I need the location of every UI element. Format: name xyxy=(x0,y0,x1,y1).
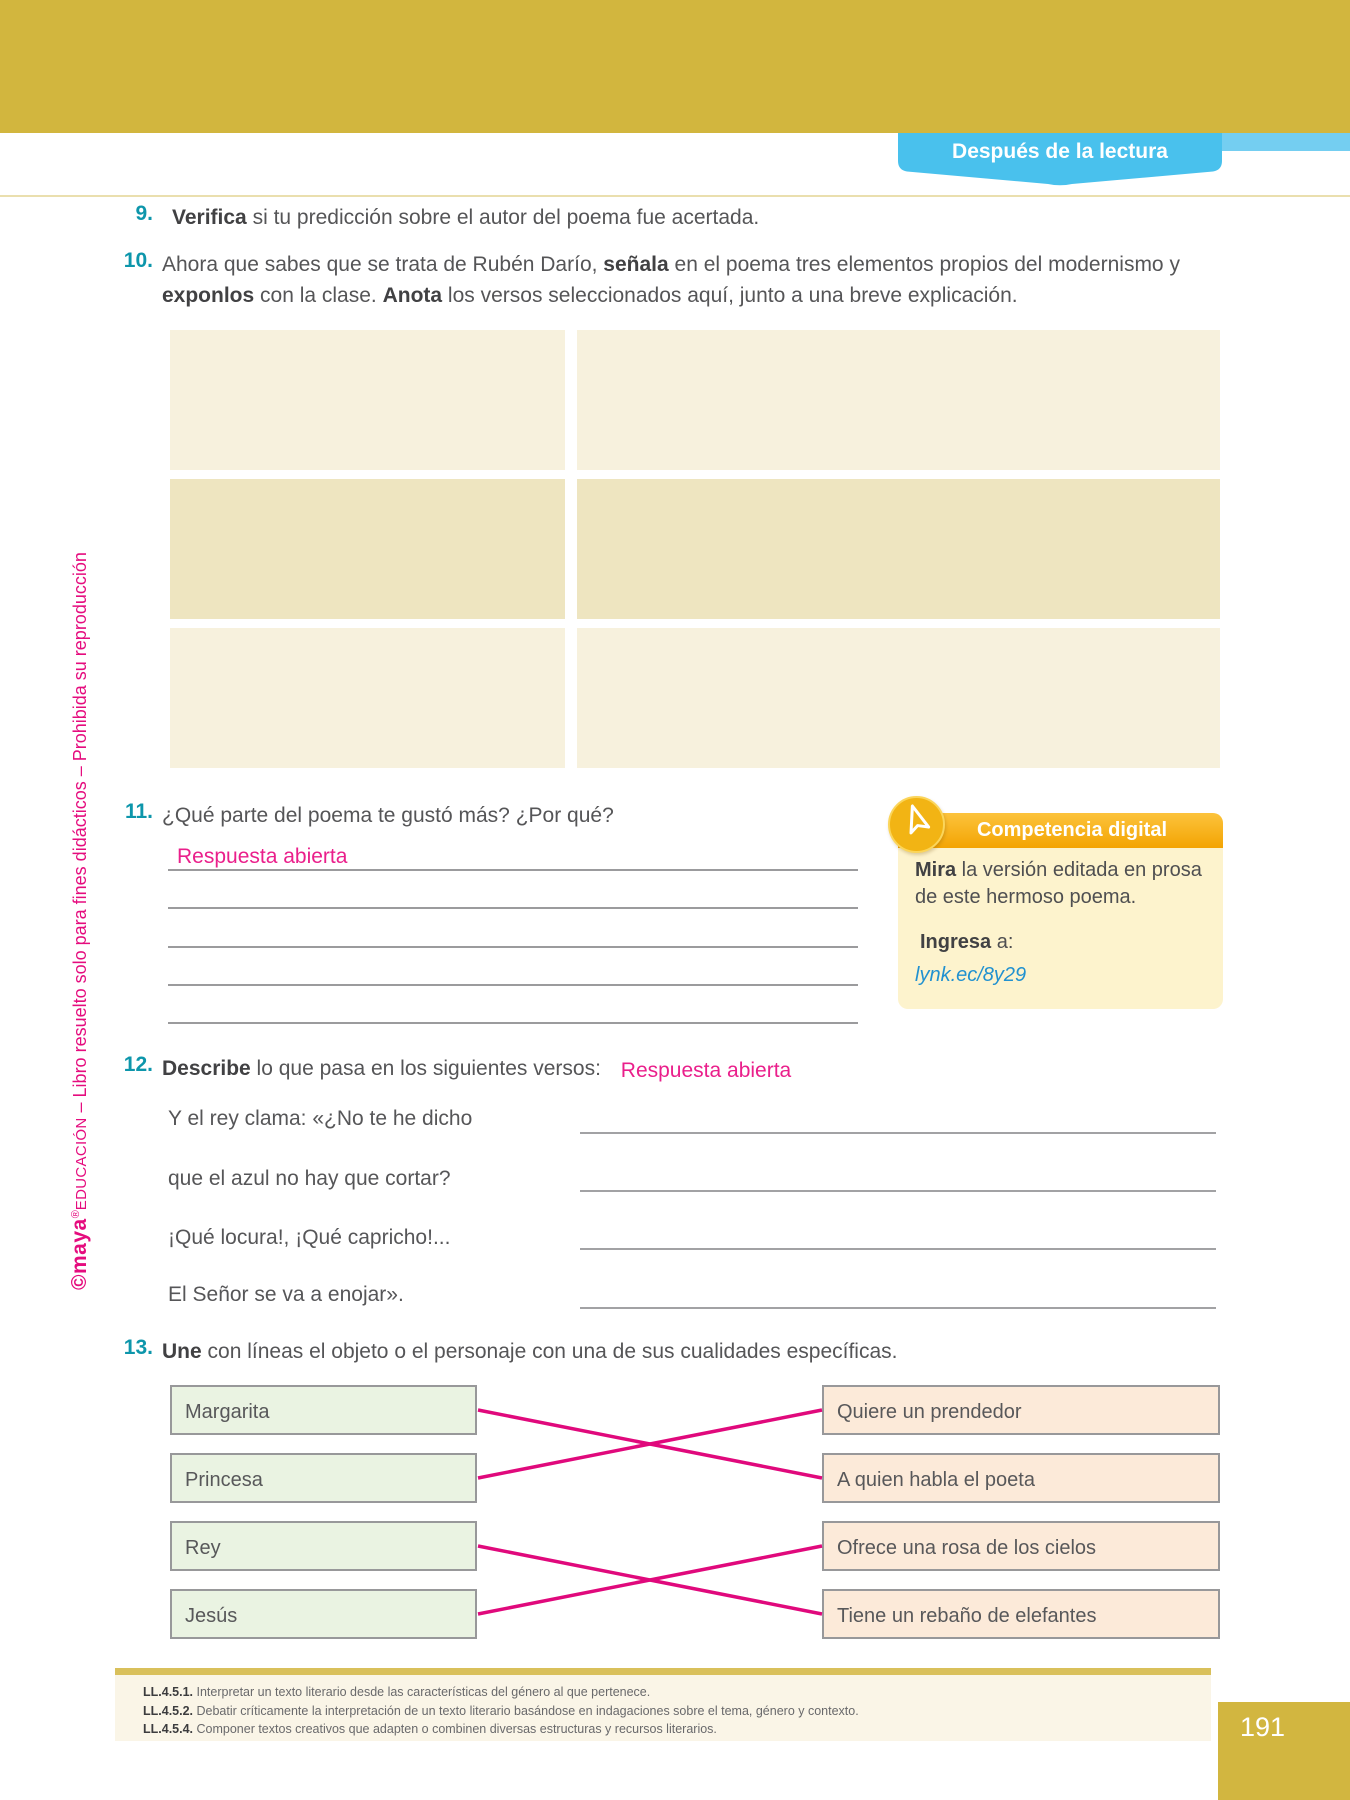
verse-line: Y el rey clama: «¿No te he dicho xyxy=(168,1107,473,1130)
question-13-number: 13. xyxy=(123,1336,153,1359)
header-rule xyxy=(0,195,1350,197)
question-12-instruction: Describe lo que pasa en los siguientes versos: xyxy=(162,1057,601,1080)
standard-code: LL.4.5.2. xyxy=(143,1703,194,1718)
question-13-text: Une con líneas el objeto o el personaje con una de sus cualidades específicas. xyxy=(162,1340,898,1363)
section-ribbon xyxy=(898,133,1222,195)
top-gold-bar xyxy=(0,0,1350,133)
question-9-number: 9. xyxy=(135,202,153,225)
match-right-box[interactable]: Tiene un rebaño de elefantes xyxy=(822,1589,1220,1639)
open-answer-label: Respuesta abierta xyxy=(177,845,348,868)
verse-line: El Señor se va a enojar». xyxy=(168,1283,404,1306)
standard-item xyxy=(143,1683,1211,1702)
question-12-text xyxy=(162,1053,791,1084)
answer-line[interactable] xyxy=(580,1190,1216,1192)
standard-text: Interpretar un texto literario desde las características del género al que pertenece. xyxy=(193,1685,651,1699)
answer-cell[interactable] xyxy=(170,330,565,470)
open-answer-label: Respuesta abierta xyxy=(620,1059,792,1082)
verse-line: que el azul no hay que cortar? xyxy=(168,1167,451,1190)
standard-item xyxy=(143,1702,1211,1721)
answer-line[interactable] xyxy=(168,907,858,909)
answer-cell[interactable] xyxy=(577,628,1220,768)
competencia-body-text: Mira la versión editada en prosa de este hermoso poema. xyxy=(915,859,1202,908)
match-left-box[interactable]: Jesús xyxy=(170,1589,477,1639)
question-11-text: ¿Qué parte del poema te gustó más? ¿Por qué? xyxy=(162,804,614,827)
answer-cell[interactable] xyxy=(577,479,1220,619)
question-10-number: 10. xyxy=(123,249,153,272)
standard-text: Debatir críticamente la interpretación de un texto literario basándose en indagaciones sobre el tema, género y contexto. xyxy=(193,1703,859,1718)
match-right-box[interactable]: Quiere un prendedor xyxy=(822,1385,1220,1435)
standard-text: Componer textos creativos que adapten o combinen diversas estructuras y recursos literarios. xyxy=(193,1722,717,1736)
verse-line: ¡Qué locura!, ¡Qué capricho!... xyxy=(168,1226,451,1249)
question-12-number: 12. xyxy=(123,1053,153,1076)
standard-code: LL.4.5.4. xyxy=(143,1722,194,1736)
answer-cell[interactable] xyxy=(577,330,1220,470)
answer-line[interactable] xyxy=(168,946,858,948)
light-blue-strip xyxy=(1222,133,1350,151)
answer-line[interactable] xyxy=(168,984,858,986)
copyright-sidebar: ©maya®EDUCACIÓN – Libro resuelto solo para fines didácticos – Prohibida su reproducción xyxy=(68,552,91,1290)
match-left-box[interactable]: Princesa xyxy=(170,1453,477,1503)
match-connector-lines xyxy=(478,1380,822,1660)
standards-strip xyxy=(115,1675,1211,1741)
answer-line[interactable] xyxy=(580,1307,1216,1309)
match-left-box[interactable]: Rey xyxy=(170,1521,477,1571)
answer-cell[interactable] xyxy=(170,479,565,619)
page-number: 191 xyxy=(1240,1712,1286,1742)
section-title: Después de la lectura xyxy=(952,140,1168,163)
question-11-number: 11. xyxy=(124,800,153,823)
answer-line[interactable] xyxy=(580,1248,1216,1250)
match-left-box[interactable]: Margarita xyxy=(170,1385,477,1435)
answer-line[interactable] xyxy=(168,1022,858,1024)
answer-line[interactable] xyxy=(580,1132,1216,1134)
answer-line[interactable] xyxy=(168,869,858,871)
match-right-box[interactable]: A quien habla el poeta xyxy=(822,1453,1220,1503)
page-number-box xyxy=(1218,1702,1350,1800)
competencia-digital-box xyxy=(898,813,1223,1009)
competencia-link[interactable]: lynk.ec/8y29 xyxy=(915,964,1027,986)
competencia-title: Competencia digital xyxy=(976,819,1168,841)
standard-code: LL.4.5.1. xyxy=(143,1685,194,1699)
competencia-ingresa-text: Ingresa a: xyxy=(920,931,1014,953)
standard-item xyxy=(143,1720,1211,1739)
question-9-text: Verifica si tu predicción sobre el autor del poema fue acertada. xyxy=(172,206,760,229)
question-10-text: Ahora que sabes que se trata de Rubén Darío, señala en el poema tres elementos propios del modernismo y exponlos con la clase. Anota los versos seleccionados aquí, junto a una breve explicación. xyxy=(162,253,1180,307)
standards-top-bar xyxy=(115,1668,1211,1675)
match-right-box[interactable]: Ofrece una rosa de los cielos xyxy=(822,1521,1220,1571)
answer-cell[interactable] xyxy=(170,628,565,768)
